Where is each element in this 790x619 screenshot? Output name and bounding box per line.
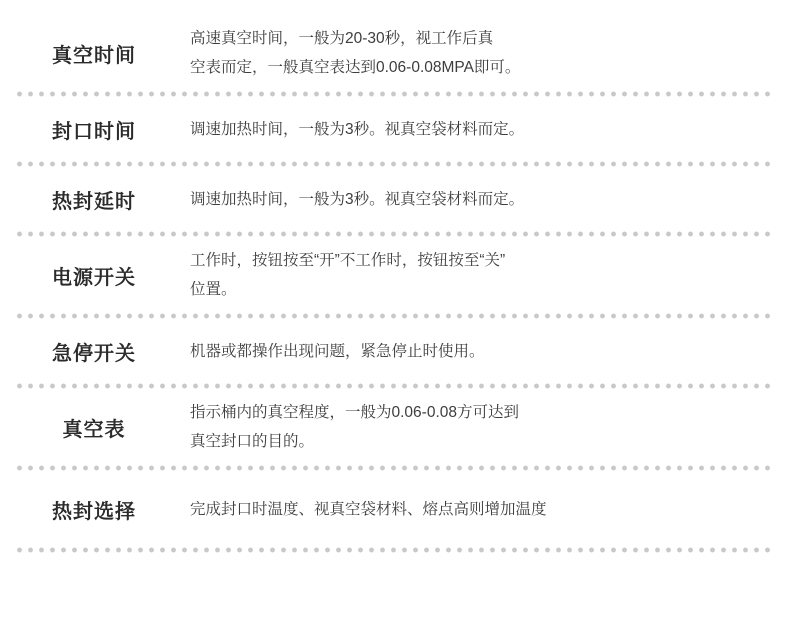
- table-row: [10, 240, 780, 310]
- table-row: [10, 18, 780, 88]
- dotted-divider: [14, 158, 776, 170]
- row-description-line: 高速真空时间，一般为20-30秒，视工作后真: [190, 30, 494, 47]
- row-term: 热封选择: [52, 500, 136, 523]
- table-row: [10, 100, 780, 158]
- table-row: [10, 392, 780, 462]
- row-term: 热封延时: [52, 190, 136, 213]
- dotted-divider: [14, 88, 776, 100]
- row-term: 急停开关: [52, 342, 136, 365]
- table-row: [10, 474, 780, 544]
- top-spacer: [10, 0, 780, 18]
- row-description-line: 空表而定，一般真空表达到0.06-0.08MPA即可。: [190, 59, 521, 76]
- row-term: 真空表: [62, 418, 126, 441]
- row-description: [190, 24, 780, 82]
- row-description-line: 机器或都操作出现问题，紧急停止时使用。: [190, 342, 485, 360]
- row-term: 真空时间: [52, 44, 136, 67]
- row-term: 电源开关: [52, 266, 136, 289]
- row-description-line: 位置。: [190, 281, 237, 298]
- row-description: [190, 398, 780, 456]
- bottom-spacer: [10, 556, 780, 586]
- row-description-line: 调速加热时间，一般为3秒。视真空袋材料而定。: [190, 120, 525, 138]
- row-description: [190, 185, 780, 214]
- dotted-divider: [14, 380, 776, 392]
- row-description: [190, 495, 780, 524]
- dotted-divider: [14, 462, 776, 474]
- row-term: 封口时间: [52, 120, 136, 143]
- row-description-line: 指示桶内的真空程度，一般为0.06-0.08方可达到: [190, 404, 519, 421]
- dotted-divider: [14, 310, 776, 322]
- row-description: [190, 337, 780, 366]
- row-description: [190, 115, 780, 144]
- table-row: [10, 170, 780, 228]
- row-description: [190, 246, 780, 304]
- table-row: [10, 322, 780, 380]
- row-description-line: 调速加热时间，一般为3秒。视真空袋材料而定。: [190, 190, 525, 208]
- dotted-divider: [14, 228, 776, 240]
- dotted-divider: [14, 544, 776, 556]
- row-description-line: 工作时，按钮按至“开”不工作时，按钮按至“关”: [190, 252, 506, 269]
- row-description-line: 真空封口的目的。: [190, 433, 315, 450]
- row-description-line: 完成封口时温度、视真空袋材料、熔点高则增加温度: [190, 500, 547, 518]
